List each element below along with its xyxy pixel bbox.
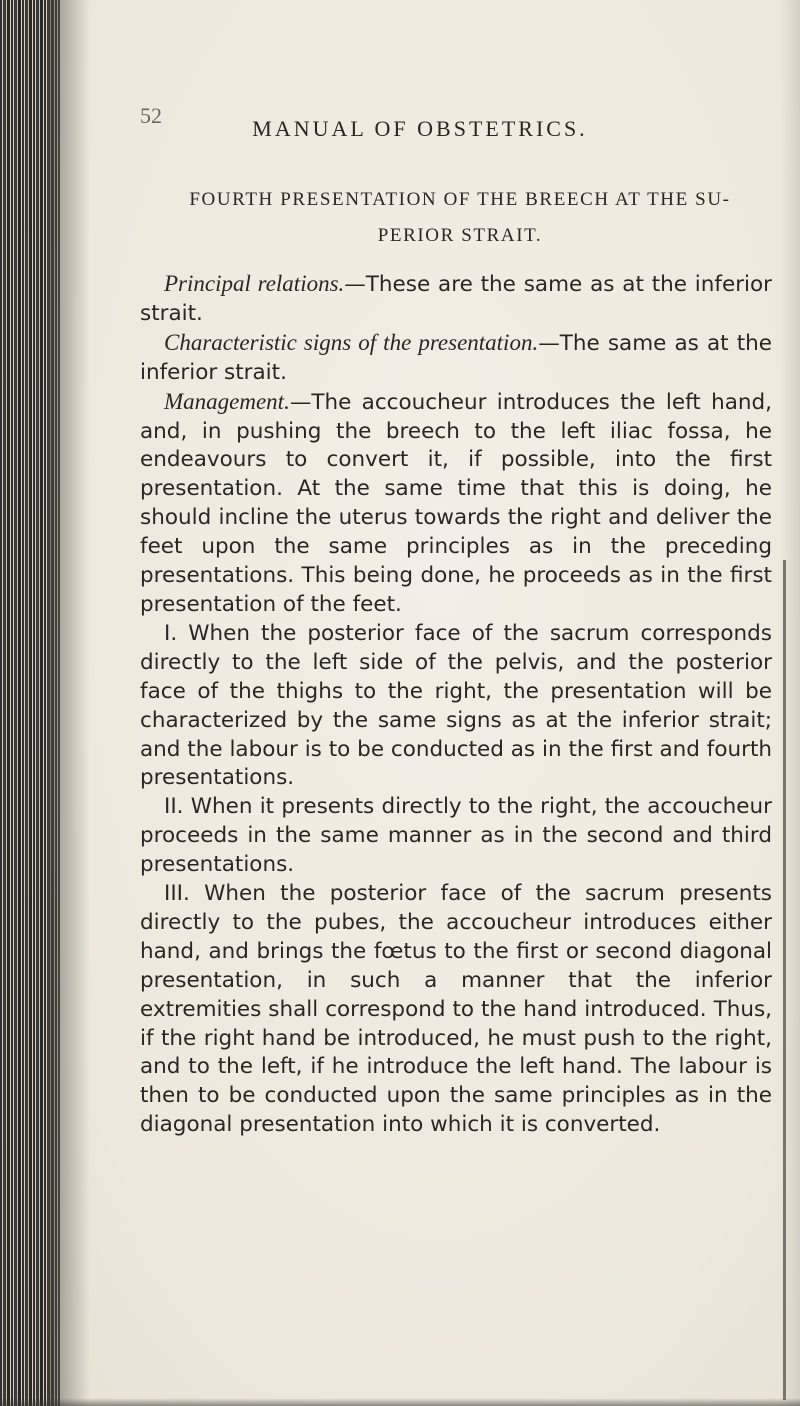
page-edge-line — [783, 560, 786, 1400]
paragraph-text: —These are the same as at the inferior strait. — [140, 272, 772, 326]
paragraph-case-two — [140, 793, 772, 880]
section-heading-line-2: PERIOR STRAIT. — [377, 225, 543, 246]
paragraph-text: —The same as at the inferior strait. — [140, 330, 772, 385]
paragraph-characteristic-signs — [140, 329, 772, 388]
page-number: 52 — [140, 103, 162, 128]
gutter-shadow — [50, 0, 90, 1406]
paragraph-text: III. When the posterior face of the sacrum presents directly to the pubes, the accoucheur introduces either hand, and brings the fœtus to the first or second diagonal presentation, in such a manner that the inferior extremities shall correspond to the hand introduced. Thus, if the right hand be introduced, he must push to the right, and to the left, if he introduce the left hand. The labour is then to be conducted upon the same principles as in the diagonal presentation into which it is converted. — [140, 881, 772, 1138]
paragraph-management — [140, 388, 772, 620]
paragraph-principal-relations — [140, 270, 772, 329]
paragraph-lead: Characteristic signs of the presentation. — [164, 329, 539, 355]
section-heading-line-1: FOURTH PRESENTATION OF THE BREECH AT THE SU- — [189, 189, 731, 210]
body-text — [140, 270, 772, 1140]
paragraph-lead: Principal relations. — [164, 271, 345, 296]
paragraph-case-three — [140, 880, 772, 1140]
page-bottom-edge — [0, 1398, 800, 1406]
paragraph-text: I. When the posterior face of the sacrum corresponds directly to the left side of the pelvis, and the posterior face of the thighs to the right, the presentation will be characterized by the same signs as at the inferior strait; and the labour is to be conducted as in the first and fourth presentations. — [140, 620, 772, 791]
paragraph-text: II. When it presents directly to the right, the accoucheur proceeds in the same manner as in the second and third presentations. — [140, 794, 772, 878]
paragraph-case-one — [140, 620, 772, 793]
running-head: MANUAL OF OBSTETRICS. — [252, 116, 588, 141]
section-heading — [140, 182, 780, 254]
paragraph-lead: Management. — [164, 388, 290, 414]
paragraph-text: —The accoucheur introduces the left hand, and, in pushing the breech to the left iliac fossa, he endeavours to convert it, if possible, into the first presentation. At the same time that this is doing, he should incline the uterus towards the right and deliver the feet upon the same principles as in the preceding presentations. This being done, he proceeds as in the first presentation of the feet. — [140, 389, 772, 617]
